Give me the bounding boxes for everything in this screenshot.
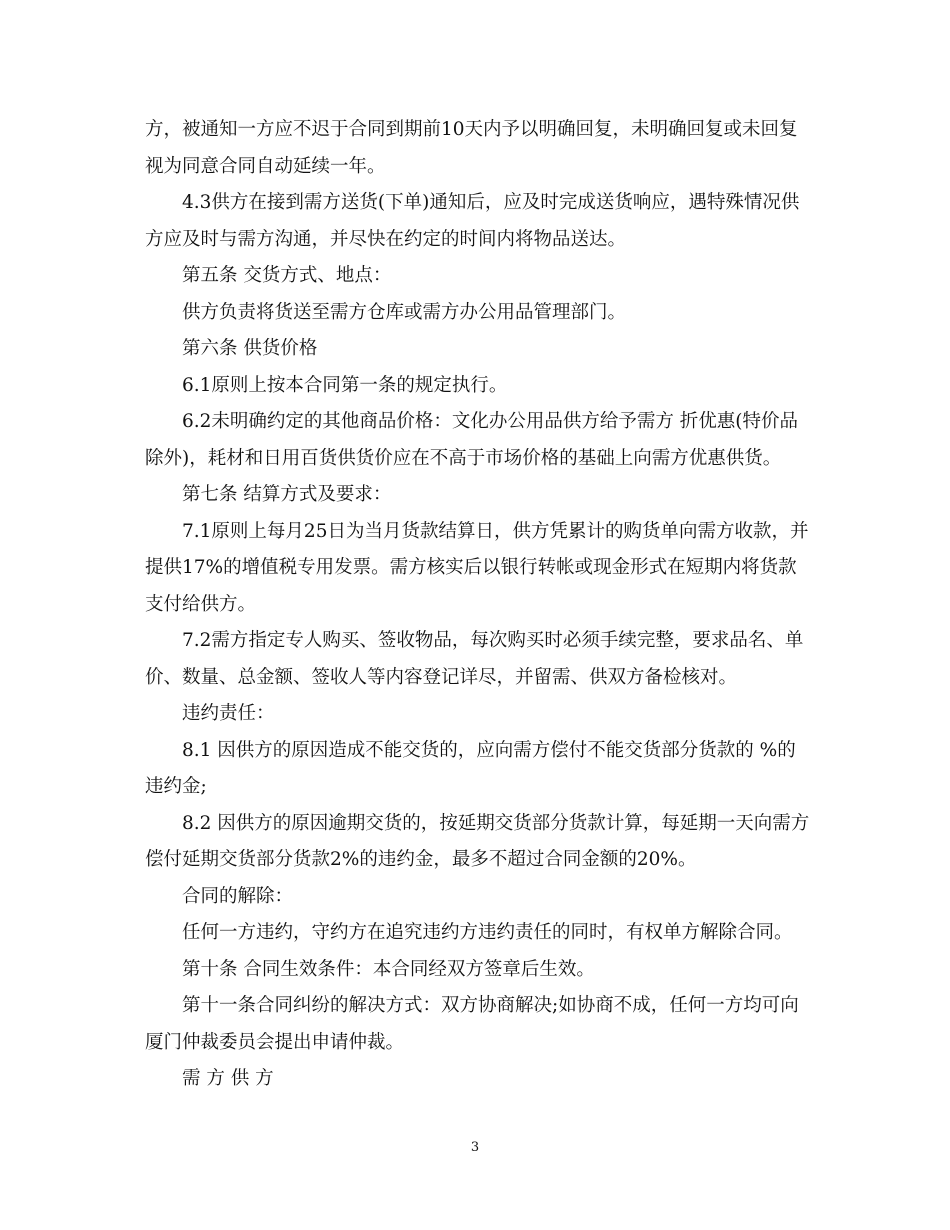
paragraph-article-11: 第十一条合同纠纷的解决方式：双方协商解决;如协商不成，任何一方均可向厦门仲裁委员会提出申请仲裁。 [145,995,799,1053]
heading-article-6: 第六条 供货价格 [182,338,318,359]
paragraph-clause-8-1: 8.1 因供方的原因造成不能交货的，应向需方偿付不能交货部分货款的 %的违约金; [145,739,796,797]
document-body [145,112,813,1098]
paragraph-renewal-reply: 方，被通知一方应不迟于合同到期前10天内予以明确回复，未明确回复或未回复视为同意合同自动延续一年。 [145,119,798,177]
paragraph-clause-7-2: 7.2需方指定专人购买、签收物品，每次购买时必须手续完整，要求品名、单价、数量、总金额、签收人等内容登记详尽，并留需、供双方备检核对。 [145,630,804,688]
heading-breach-liability: 违约责任： [182,703,275,724]
page-number: 3 [470,1140,480,1155]
heading-article-7: 第七条 结算方式及要求： [182,484,392,505]
paragraph-clause-6-2: 6.2未明确约定的其他商品价格：文化办公用品供方给予需方 折优惠(特价品除外)，耗材和日用百货供货价应在不高于市场价格的基础上向需方优惠供货。 [145,411,799,469]
paragraph-delivery-location: 供方负责将货送至需方仓库或需方办公用品管理部门。 [182,301,627,323]
heading-contract-termination: 合同的解除： [182,885,294,907]
paragraph-clause-8-2: 8.2 因供方的原因逾期交货的，按延期交货部分货款计算，每延期一天向需方偿付延期交货部分货款2%的违约金，最多不超过合同金额的20%。 [145,812,810,870]
heading-article-5: 第五条 交货方式、地点： [182,265,392,286]
paragraph-clause-4-3: 4.3供方在接到需方送货(下单)通知后，应及时完成送货响应，遇特殊情况供方应及时与需方沟通，并尽快在约定的时间内将物品送达。 [145,192,800,250]
paragraph-termination-right: 任何一方违约，守约方在追究违约方违约责任的同时，有权单方解除合同。 [182,922,793,943]
signature-parties-line: 需 方 供 方 [182,1068,274,1089]
paragraph-article-10: 第十条 合同生效条件：本合同经双方签章后生效。 [182,958,595,980]
paragraph-clause-6-1: 6.1原则上按本合同第一条的规定执行。 [182,374,508,396]
paragraph-clause-7-1: 7.1原则上每月25日为当月货款结算日，供方凭累计的购货单向需方收款，并提供17%的增值税专用发票。需方核实后以银行转帐或现金形式在短期内将货款支付给供方。 [145,520,809,615]
